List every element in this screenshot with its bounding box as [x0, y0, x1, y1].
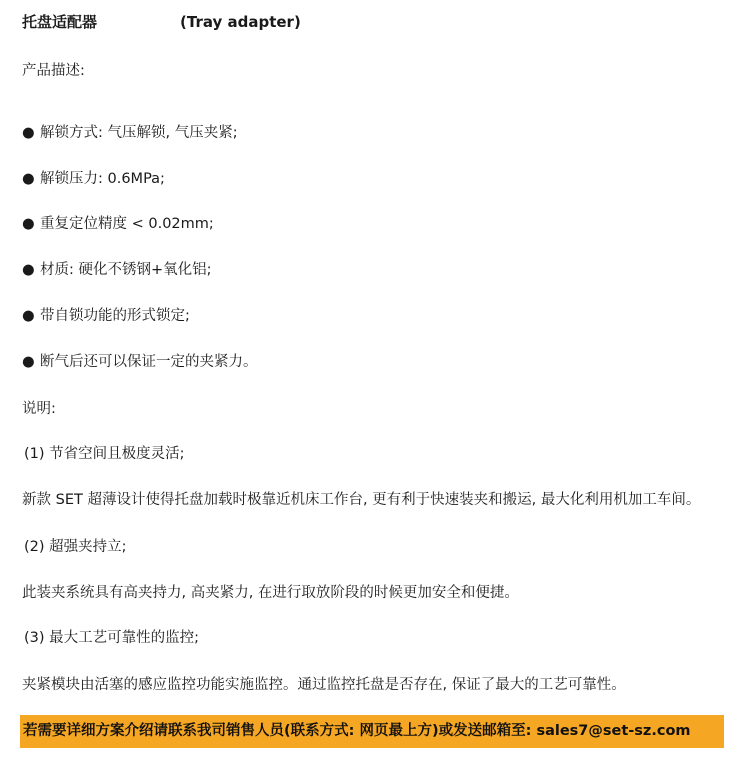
bullet-item — [22, 306, 190, 326]
notes-heading: 说明: — [22, 401, 56, 417]
bullet-item — [22, 169, 165, 189]
contact-banner: 若需要详细方案介绍请联系我司销售人员(联系方式: 网页最上方)或发送邮箱至: sales7@set-sz.com — [20, 715, 724, 748]
bullet-text: 重复定位精度 < 0.02mm; — [40, 216, 214, 232]
bullet-item — [22, 214, 214, 234]
note-text: 新款 SET 超薄设计使得托盘加载时极靠近机床工作台, 更有利于快速装夹和搬运, 最大化利用机加工车间。 — [22, 492, 701, 508]
bullet-icon: ● — [22, 125, 35, 141]
bullet-text: 材质: 硬化不锈钢+氧化铝; — [40, 262, 212, 278]
bullet-icon: ● — [22, 262, 35, 278]
bullet-icon: ● — [22, 216, 35, 232]
title-zh: 托盘适配器 — [22, 13, 98, 31]
bullet-text: 解锁压力: 0.6MPa; — [40, 171, 165, 187]
bullet-text: 断气后还可以保证一定的夹紧力。 — [40, 354, 258, 370]
bullet-icon: ● — [22, 308, 35, 324]
bullet-item — [22, 260, 212, 280]
note-heading: (1) 节省空间且极度灵活; — [24, 446, 185, 462]
bullet-icon: ● — [22, 171, 35, 187]
page-title — [22, 12, 301, 32]
bullet-text: 带自锁功能的形式锁定; — [40, 308, 190, 324]
bullet-icon: ● — [22, 354, 35, 370]
note-text: 此装夹系统具有高夹持力, 高夹紧力, 在进行取放阶段的时候更加安全和便捷。 — [22, 585, 519, 601]
description-heading: 产品描述: — [22, 63, 85, 79]
bullet-text: 解锁方式: 气压解锁, 气压夹紧; — [40, 125, 238, 141]
note-text: 夹紧模块由活塞的感应监控功能实施监控。通过监控托盘是否存在, 保证了最大的工艺可靠性。 — [22, 677, 626, 693]
bullet-item — [22, 352, 258, 372]
title-en: (Tray adapter) — [180, 13, 301, 31]
note-heading: (2) 超强夹持立; — [24, 539, 127, 555]
note-heading: (3) 最大工艺可靠性的监控; — [24, 630, 200, 646]
bullet-item — [22, 123, 238, 143]
